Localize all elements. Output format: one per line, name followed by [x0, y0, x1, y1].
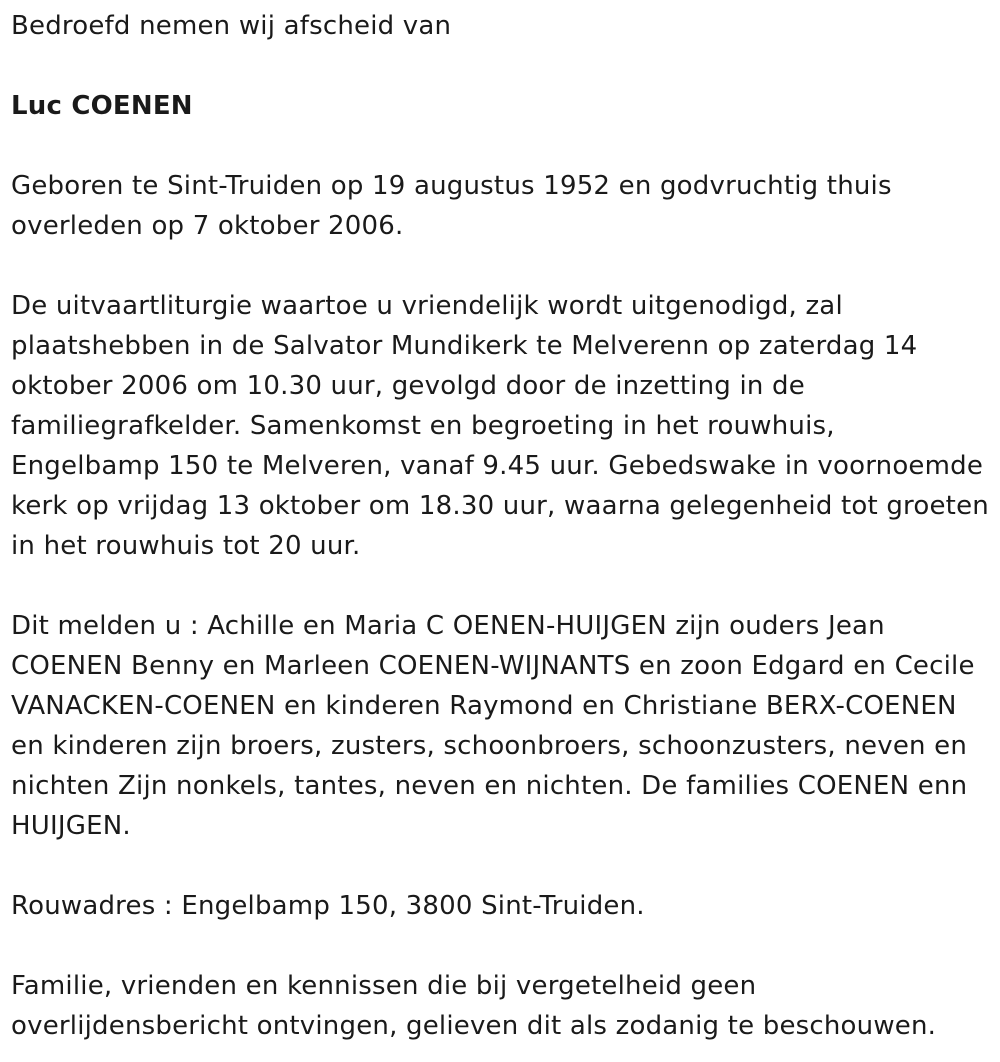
closing-paragraph: Familie, vrienden en kennissen die bij vergetelheid geen overlijdensbericht ontvingen, gelieven dit als zodanig te beschouwen.: [11, 971, 937, 1041]
address-paragraph: Rouwadres : Engelbamp 150, 3800 Sint-Truiden.: [11, 891, 645, 921]
deceased-name: Luc COENEN: [11, 91, 193, 121]
intro-line: Bedroefd nemen wij afscheid van: [11, 11, 452, 41]
ceremony-paragraph: De uitvaartliturgie waartoe u vriendelijk wordt uitgenodigd, zal plaatshebben in de Salvator Mundikerk te Melverenn op zaterdag 14 oktober 2006 om 10.30 uur, gevolgd door de inzetting in de familiegrafkelder. Samenkomst en begroeting in het rouwhuis, Engelbamp 150 te Melveren, vanaf 9.45 uur. Gebedswake in voornoemde kerk op vrijdag 13 oktober om 18.30 uur, waarna gelegenheid tot groeten in het rouwhuis tot 20 uur.: [11, 291, 989, 561]
birth-death-paragraph: Geboren te Sint-Truiden op 19 augustus 1952 en godvruchtig thuis overleden op 7 oktober 2006.: [11, 171, 892, 241]
family-paragraph: Dit melden u : Achille en Maria C OENEN-HUIJGEN zijn ouders Jean COENEN Benny en Marleen COENEN-WIJNANTS en zoon Edgard en Cecile VANACKEN-COENEN en kinderen Raymond en Christiane BERX-COENEN en kinderen zijn broers, zusters, schoonbroers, schoonzusters, neven en nichten Zijn nonkels, tantes, neven en nichten. De families COENEN enn HUIJGEN.: [11, 611, 975, 841]
death-notice: [11, 6, 991, 1046]
